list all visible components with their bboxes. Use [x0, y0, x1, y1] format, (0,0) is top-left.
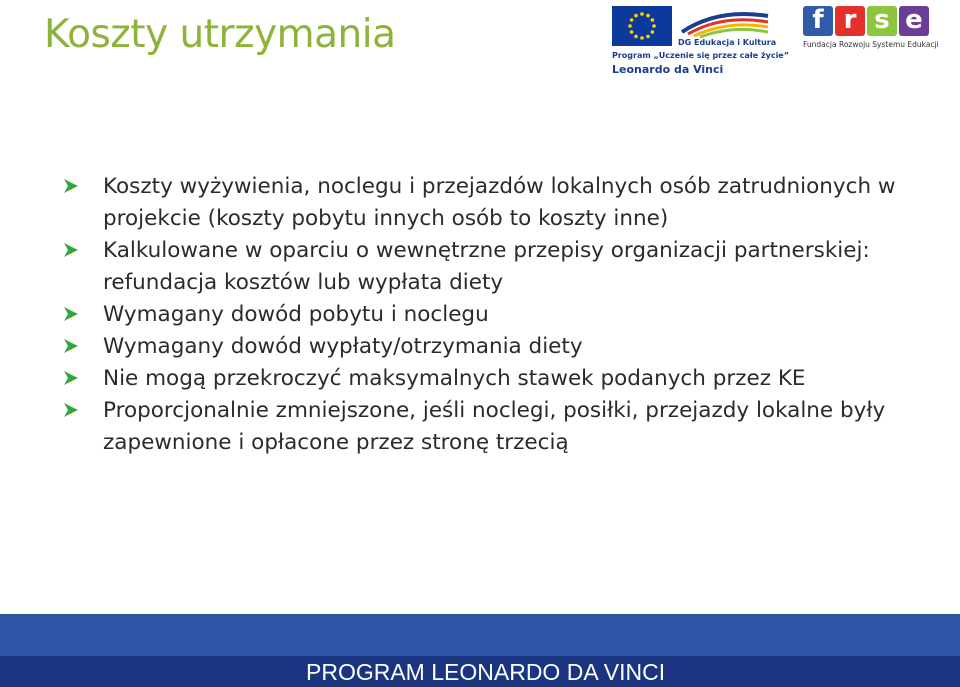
- list-item: [62, 363, 922, 395]
- bullet-text: Wymagany dowód wypłaty/otrzymania diety: [103, 334, 583, 359]
- frse-subtitle: Fundacja Rozwoju Systemu Edukacji: [803, 40, 939, 49]
- arrow-bullet-icon: [62, 305, 80, 323]
- bullet-text: Proporcjonalnie zmniejszone, jeśli noclegi, posiłki, przejazdy lokalne były zapewnione i opłacone przez stronę trzecią: [103, 398, 886, 455]
- frse-logo: [803, 5, 939, 52]
- frse-letter-f: f: [803, 6, 833, 36]
- bullet-text: Kalkulowane w oparciu o wewnętrzne przepisy organizacji partnerskiej: refundacja kosztów lub wypłata diety: [103, 238, 870, 295]
- bullet-text: Nie mogą przekroczyć maksymalnych stawek podanych przez KE: [103, 366, 806, 391]
- lifelong-learning-swoosh-icon: [678, 6, 772, 40]
- list-item: [62, 299, 922, 331]
- list-item: [62, 171, 922, 235]
- slide-title: Koszty utrzymania: [44, 12, 396, 57]
- leonardo-label: Leonardo da Vinci: [612, 63, 724, 76]
- eu-leonardo-logo: [612, 6, 789, 76]
- frse-letter-e: e: [899, 6, 929, 36]
- footer-program-label: PROGRAM LEONARDO DA VINCI: [306, 659, 666, 685]
- program-label: Program „Uczenie się przez całe życie”: [612, 51, 789, 60]
- bullet-text: Koszty wyżywienia, noclegu i przejazdów lokalnych osób zatrudnionych w projekcie (koszty pobytu innych osób to koszty inne): [103, 174, 896, 231]
- eu-flag-icon: [612, 6, 672, 46]
- arrow-bullet-icon: [62, 241, 80, 259]
- bullet-list: [62, 171, 922, 459]
- arrow-bullet-icon: [62, 337, 80, 355]
- frse-letter-r: r: [835, 6, 865, 36]
- list-item: [62, 395, 922, 459]
- list-item: [62, 331, 922, 363]
- arrow-bullet-icon: [62, 401, 80, 419]
- arrow-bullet-icon: [62, 177, 80, 195]
- dg-label: DG Edukacja i Kultura: [678, 38, 777, 47]
- frse-letter-s: s: [867, 6, 897, 36]
- arrow-bullet-icon: [62, 369, 80, 387]
- bullet-text: Wymagany dowód pobytu i noclegu: [103, 302, 489, 327]
- footer-band-top: [0, 614, 960, 658]
- list-item: [62, 235, 922, 299]
- frse-letters: [803, 6, 931, 36]
